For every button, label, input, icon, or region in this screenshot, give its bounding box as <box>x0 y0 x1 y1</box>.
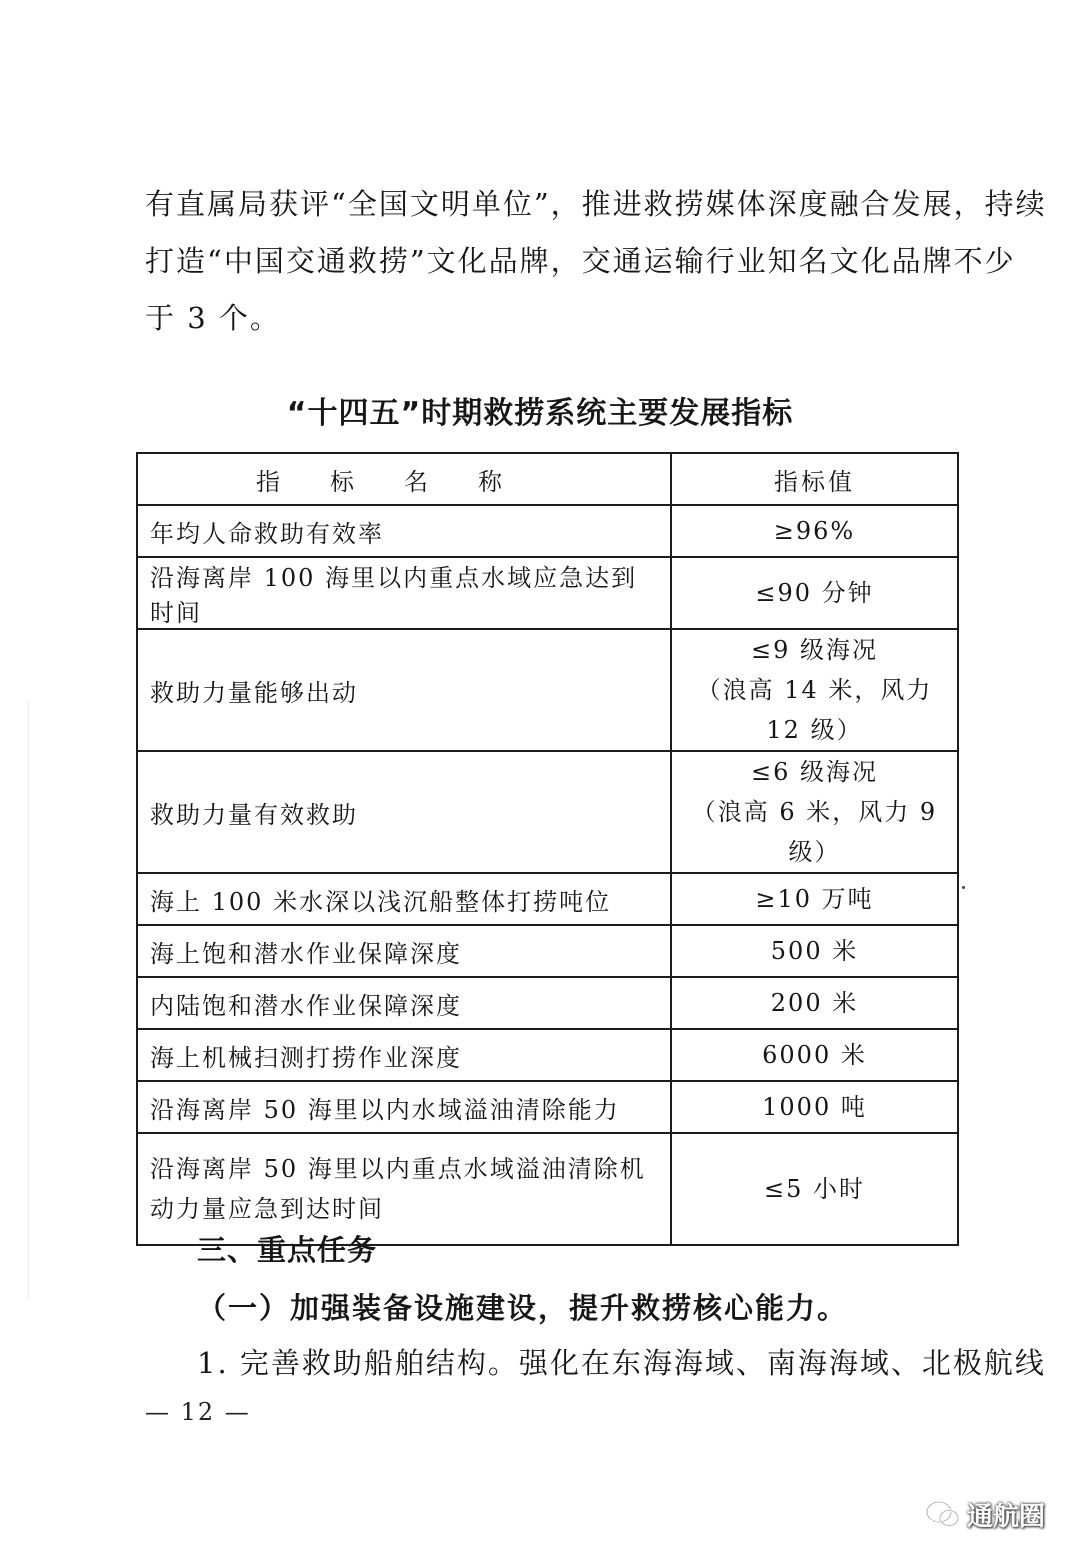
row-name: 沿海离岸 100 海里以内重点水域应急达到时间 <box>137 557 671 629</box>
item-line: 1. 完善救助船舶结构。强化在东海海域、南海海域、北极航线 <box>197 1346 1046 1380</box>
row-value: 1000 吨 <box>671 1081 958 1133</box>
row-value: 200 米 <box>671 977 958 1029</box>
row-value <box>671 629 958 751</box>
row-name: 救助力量有效救助 <box>137 751 671 873</box>
row-value: ≥96% <box>671 505 958 557</box>
row-name: 内陆饱和潜水作业保障深度 <box>137 977 671 1029</box>
row-value: ≤5 小时 <box>671 1133 958 1245</box>
row-name: 年均人命救助有效率 <box>137 505 671 557</box>
scan-speck <box>962 886 965 889</box>
table-row <box>137 751 958 873</box>
row-name: 海上饱和潜水作业保障深度 <box>137 925 671 977</box>
watermark-text: 通航圈 <box>967 1502 1046 1532</box>
table-row <box>137 925 958 977</box>
row-value: ≥10 万吨 <box>671 873 958 925</box>
row-name: 海上 100 米水深以浅沉船整体打捞吨位 <box>137 873 671 925</box>
sub-heading: （一）加强装备设施建设，提升救捞核心能力。 <box>197 1291 849 1325</box>
watermark <box>925 1496 1045 1533</box>
table-header-row <box>137 453 958 505</box>
table-row <box>137 505 958 557</box>
row-name: 沿海离岸 50 海里以内重点水域溢油清除机动力量应急到达时间 <box>137 1133 671 1245</box>
row-value-line-1: ≤9 级海况 <box>750 636 878 664</box>
intro-line-1: 有直属局获评“全国文明单位”，推进救捞媒体深度融合发展，持续 <box>145 187 1047 221</box>
header-indicator-name: 指标名称 <box>137 453 671 505</box>
table-title: “十四五”时期救捞系统主要发展指标 <box>286 396 794 431</box>
table-row <box>137 1029 958 1081</box>
table-row <box>137 977 958 1029</box>
row-name: 沿海离岸 50 海里以内水域溢油清除能力 <box>137 1081 671 1133</box>
table-row <box>137 873 958 925</box>
table-row <box>137 557 958 629</box>
row-value <box>671 751 958 873</box>
table-row <box>137 629 958 751</box>
row-name: 救助力量能够出动 <box>137 629 671 751</box>
row-value-line-2: （浪高 6 米，风力 9 级） <box>691 798 938 866</box>
row-value-line-1: ≤6 级海况 <box>750 758 878 786</box>
scan-fold-line <box>28 700 29 1300</box>
intro-line-2: 打造“中国交通救捞”文化品牌，交通运输行业知名文化品牌不少 <box>145 244 1016 278</box>
row-value: 500 米 <box>671 925 958 977</box>
wechat-icon <box>925 1499 961 1531</box>
row-value: ≤90 分钟 <box>671 557 958 629</box>
indicator-table <box>136 452 959 1246</box>
row-name: 海上机械扫测打捞作业深度 <box>137 1029 671 1081</box>
intro-line-3: 于 3 个。 <box>145 301 281 335</box>
row-value-line-2: （浪高 14 米，风力 12 级） <box>696 676 933 744</box>
table-row <box>137 1081 958 1133</box>
row-value: 6000 米 <box>671 1029 958 1081</box>
section-heading: 三、重点任务 <box>197 1233 378 1267</box>
header-indicator-value: 指标值 <box>671 453 958 505</box>
page-number: — 12 — <box>145 1398 251 1426</box>
